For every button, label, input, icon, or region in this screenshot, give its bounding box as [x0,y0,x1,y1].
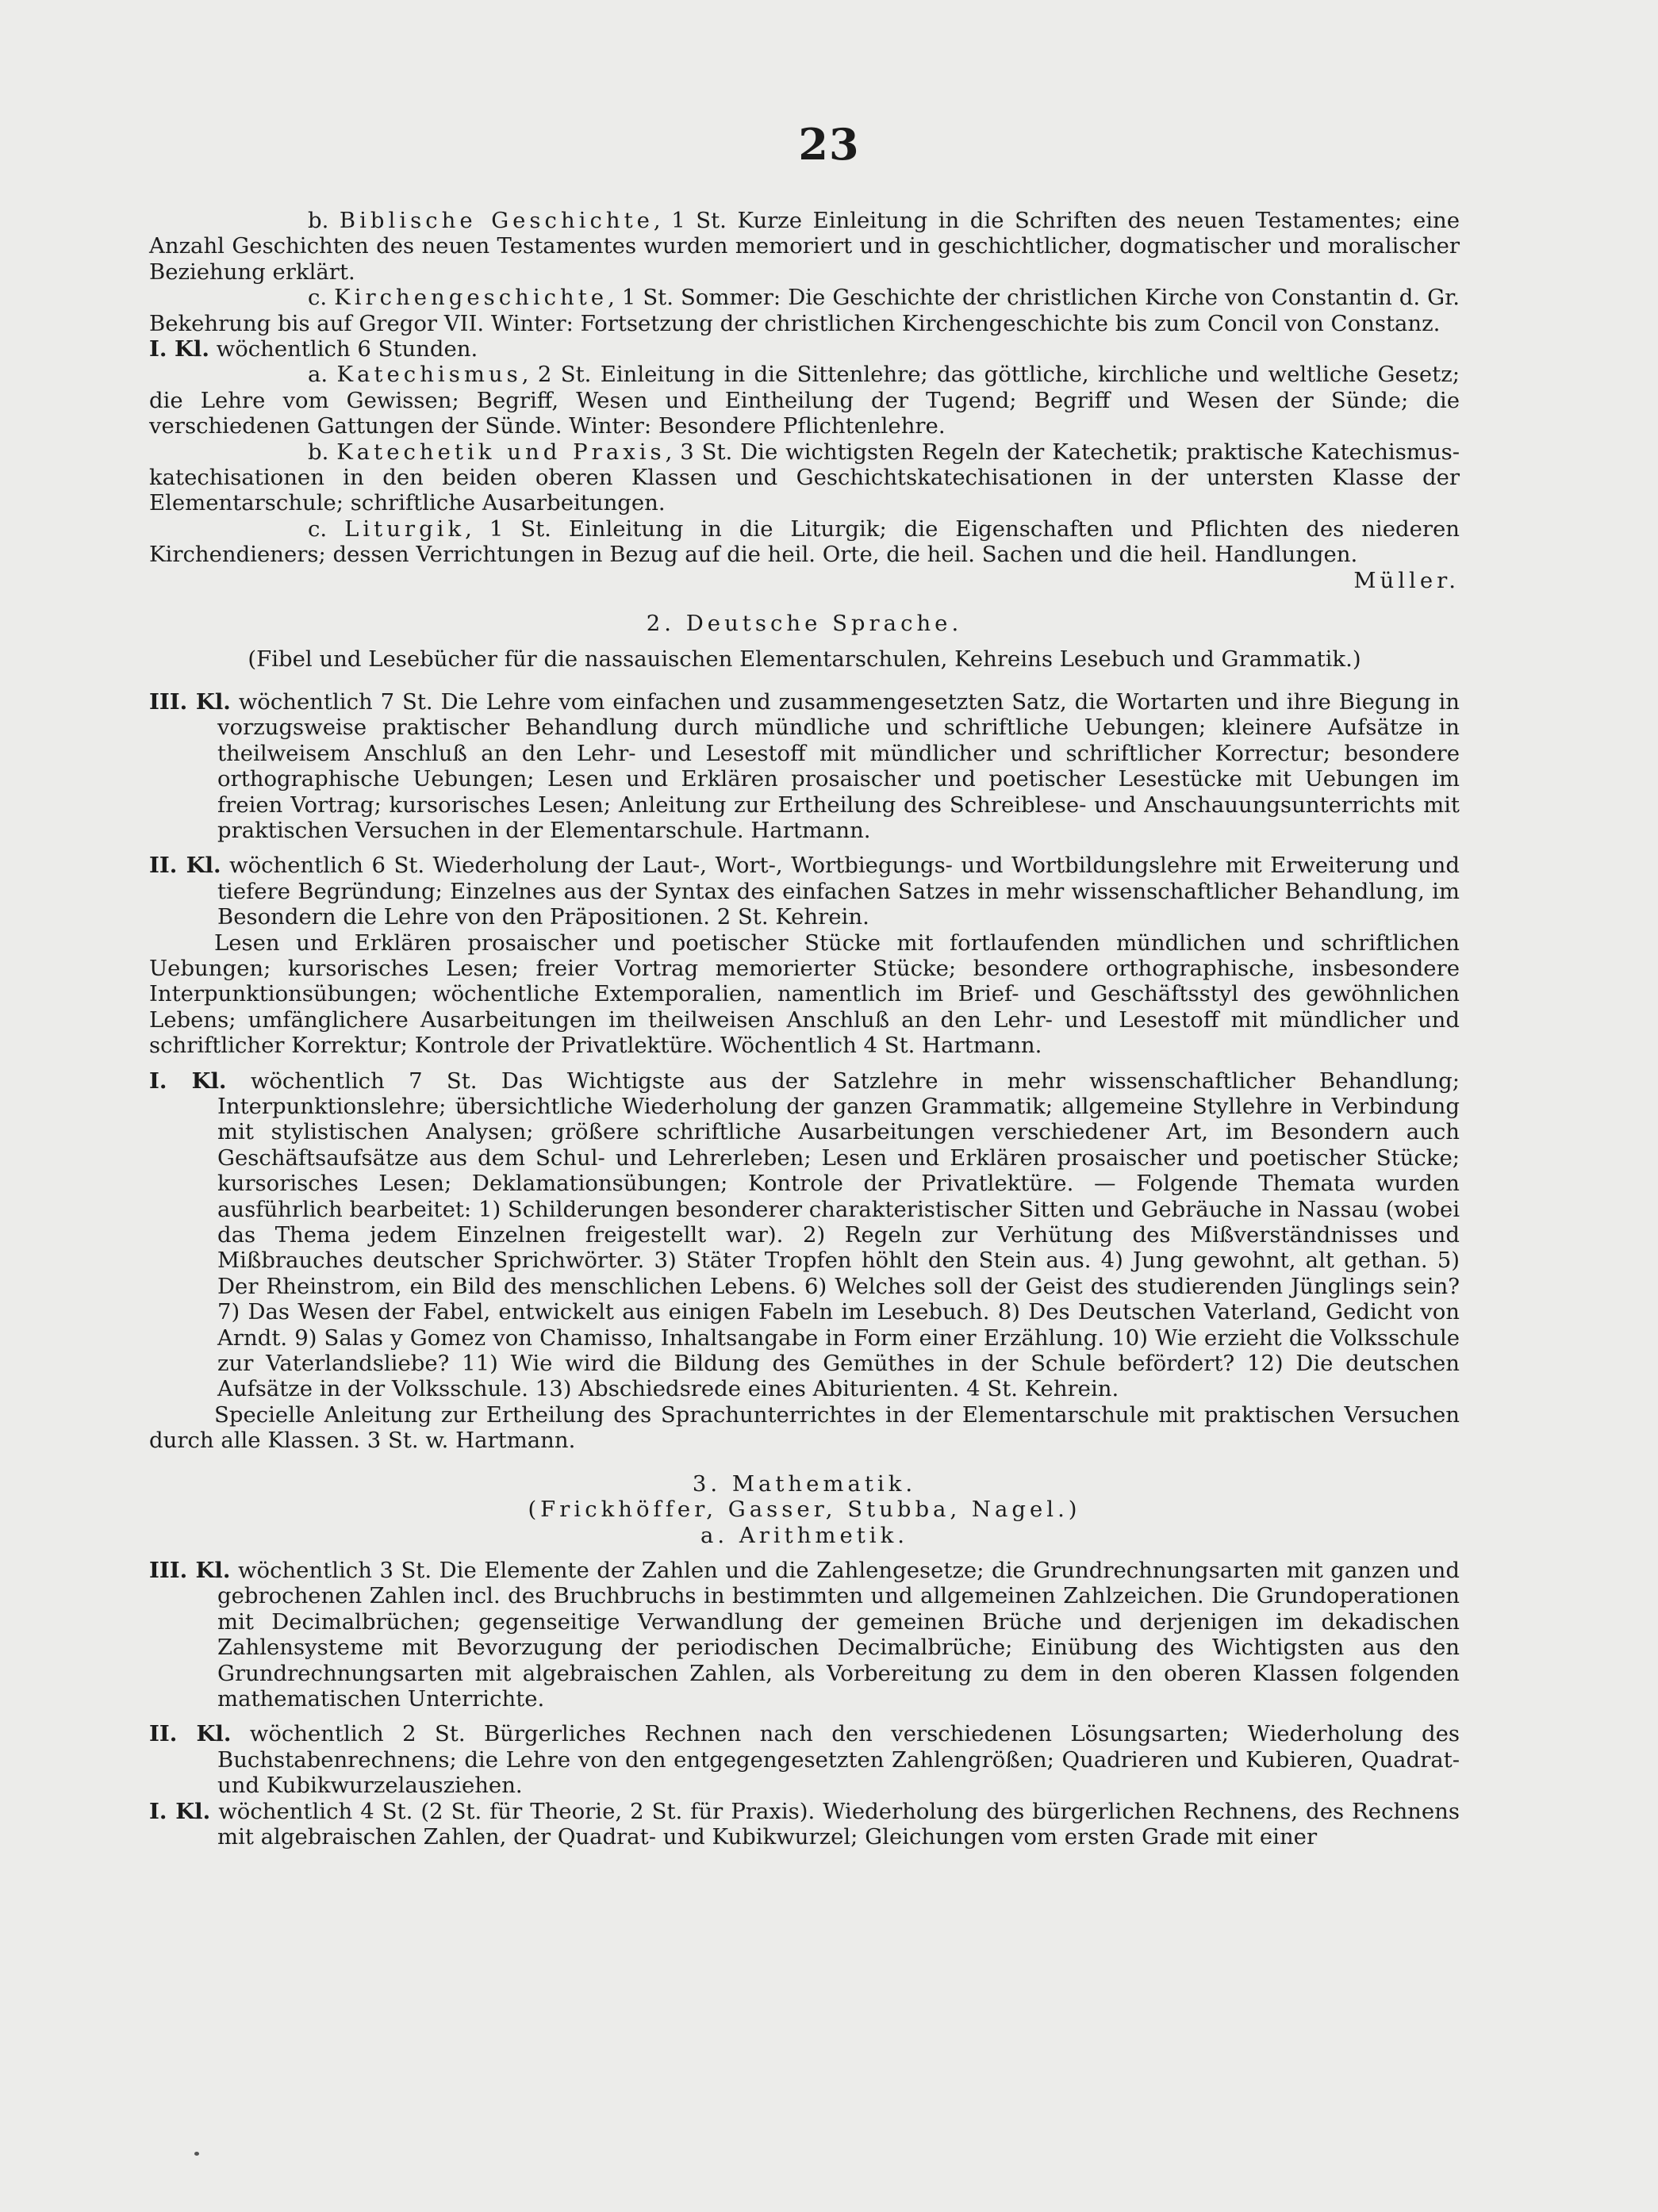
item-label: c. [308,516,345,542]
page-number: 23 [798,119,860,170]
paragraph-katechismus [149,362,1460,439]
paragraph-arithmetik-i [149,1799,1460,1850]
class-label: I. Kl. [149,1068,227,1094]
item-label: a. [308,362,337,388]
class-label: I. Kl. [149,336,209,362]
item-label: c. [308,285,335,311]
paragraph-kirchengeschichte [149,285,1460,336]
subject-title: Katechismus [336,362,522,388]
textbook-note: (Fibel und Lesebücher für die nassauischen Elementarschulen, Kehreins Lesebuch und Grammatik.) [248,646,1361,672]
paragraph-deutsch-ii-continued: Lesen und Erklären prosaischer und poetischer Stücke mit fortlaufenden mündlichen und schriftlichen Uebungen; kursorisches Lesen; freier Vortrag memorierter Stücke; besondere orthographische, insbesondere Interpunktionsübungen; wöchentliche Extemporalien, namentlich im Brief- und Geschäftsstyl des gewöhnlichen Lebens; umfänglichere Ausarbeitungen im theilweisen Anschluß an den Lehr- und Lesestoff mit mündlicher und schriftlicher Korrektur; Kontrole der Privatlektüre. Wöchentlich 4 St. Hartmann. [149,930,1460,1059]
paragraph-text: wöchentlich 7 St. Das Wichtigste aus der Satzlehre in mehr wissenschaftlicher Behandlung; Interpunktionslehre; übersichtliche Wiederholung der ganzen Grammatik; allgemeine Styllehre in Verbindung mit stylistischen Analysen; größere schriftliche Ausarbeitungen verschiedener Art, im Besondern auch Geschäftsaufsätze aus dem Schul- und Lehrerleben; Lesen und Erklären prosaischer und poetischer Stücke; kursorisches Lesen; Deklamationsübungen; Kontrole der Privatlektüre. — Folgende Themata wurden ausführlich bearbeitet: 1) Schilderungen besonderer charakteristischer Sitten und Gebräuche in Nassau (wobei das Thema jedem Einzelnen freigestellt war). 2) Regeln zur Verhütung des Mißverständnisses und Mißbrauches deutscher Sprichwörter. 3) Stäter Tropfen höhlt den Stein aus. 4) Jung gewohnt, alt gethan. 5) Der Rheinstrom, ein Bild des menschlichen Lebens. 6) Welches soll der Geist des studierenden Jünglings sein? 7) Das Wesen der Fabel, entwickelt aus einigen Fabeln im Lesebuch. 8) Des Deutschen Vaterland, Gedicht von Arndt. 9) Salas y Gomez von Chamisso, Inhaltsangabe in Form einer Erzählung. 10) Wie erzieht die Volksschule zur Vaterlandsliebe? 11) Wie wird die Bildung des Gemüthes in der Schule befördert? 12) Die deutschen Aufsätze in der Volksschule. 13) Abschiedsrede eines Abiturienten. 4 St. Kehrein. [217,1068,1460,1402]
subject-title: Kirchengeschichte [334,285,608,311]
paragraph-text: , 1 St. Sommer: Die Geschichte der christlichen Kirche von Constantin d. Gr. Bekehrung bis auf Gregor VII. Winter: Fortsetzung der christlichen Kirchengeschichte bis zum Concil von Constanz. [149,285,1460,336]
subject-title: Biblische Geschichte [339,208,654,233]
class-label: III. Kl. [149,1557,231,1583]
paragraph-liturgik [149,516,1460,568]
item-label: b. [308,439,337,465]
class-label: II. Kl. [149,1721,232,1747]
paragraph-deutsch-ii [149,853,1460,930]
subject-title: Liturgik [344,516,466,542]
paragraph-text: , 1 St. Einleitung in die Liturgik; die Eigenschaften und Pflichten des niederen Kirchendieners; dessen Verrichtungen in Bezug auf die heil. Orte, die heil. Sachen und die heil. Handlungen. [149,516,1460,568]
subsection-heading-arithmetik: a. Arithmetik. [700,1522,909,1548]
paragraph-text: , 3 St. Die wichtigsten Regeln der Katechetik; praktische Katechismus-katechisationen in den beiden oberen Klassen und Geschichtskatechisationen in der untersten Klasse der Elementarschule; schriftliche Ausarbeitungen. [149,439,1460,516]
item-label: b. [308,208,340,233]
paragraph-text: wöchentlich 6 Stunden. [209,336,478,362]
paragraph-biblische-geschichte [149,208,1460,285]
paragraph-text: , 1 St. Kurze Einleitung in die Schriften des neuen Testamentes; eine Anzahl Geschichten des neuen Testamentes wurden memoriert und in geschichtlicher, dogmatischer und moralischer Beziehung erklärt. [149,208,1460,285]
paragraph-text: wöchentlich 6 St. Wiederholung der Laut-, Wort-, Wortbiegungs- und Wortbildungslehre mit Erweiterung und tiefere Begründung; Einzelnes aus der Syntax des einfachen Satzes in mehr wissenschaftlicher Behandlung, im Besondern die Lehre von den Präpositionen. 2 St. Kehrein. [217,853,1460,930]
subject-title: Katechetik und Praxis [336,439,666,465]
section-heading-mathematik: 3. Mathematik. [692,1470,917,1497]
class-label: II. Kl. [149,853,221,879]
paragraph-sprachunterricht: Specielle Anleitung zur Ertheilung des Sprachunterrichtes in der Elementarschule mit praktischen Versuchen durch alle Klassen. 3 St. w. Hartmann. [149,1401,1460,1454]
paragraph-text: wöchentlich 4 St. (2 St. für Theorie, 2 St. für Praxis). Wiederholung des bürgerlichen Rechnens, des Rechnens mit algebraischen Zahlen, der Quadrat- und Kubikwurzel; Gleichungen vom ersten Grade mit einer [210,1798,1460,1850]
paragraph-text: wöchentlich 7 St. Die Lehre vom einfachen und zusammengesetzten Satz, die Wortarten und ihre Biegung in vorzugsweise praktischer Behandlung durch mündliche und schriftliche Uebungen; kleinere Aufsätze in theilweisem Anschluß an den Lehr- und Lesestoff mit mündlicher und schriftlicher Korrectur; besondere orthographische Uebungen; Lesen und Erklären prosaischer und poetischer Lesestücke mit Uebungen im freien Vortrag; kursorisches Lesen; Anleitung zur Ertheilung des Schreiblese- und Anschauungsunterrichts mit praktischen Versuchen in der Elementarschule. Hartmann. [217,688,1460,843]
page-body [149,208,1460,1850]
teacher-signature: Müller. [1353,567,1460,593]
class-label: I. Kl. [149,1798,211,1824]
paragraph-deutsch-i [149,1068,1460,1402]
paragraph-text: wöchentlich 3 St. Die Elemente der Zahlen und die Zahlengesetze; die Grundrechnungsarten mit ganzen und gebrochenen Zahlen incl. des Bruchbruchs in bestimmten und allgemeinen Zahlzeichen. Die Grundoperationen mit Decimalbrüchen; gegenseitige Verwandlung der gemeinen Brüche und derjenigen im dekadischen Zahlensysteme mit Bevorzugung der periodischen Decimalbrüche; Einübung des Wichtigsten aus den Grundrechnungsarten mit algebraischen Zahlen, als Vorbereitung zu dem in den oberen Klassen folgenden mathematischen Unterrichte. [217,1557,1460,1712]
teachers-mathematik: (Frickhöffer, Gasser, Stubba, Nagel.) [528,1497,1081,1523]
print-speck [194,2152,199,2156]
class-label: III. Kl. [149,688,231,715]
paragraph-arithmetik-iii [149,1558,1460,1712]
class-heading-i [149,336,1460,362]
paragraph-katechetik [149,439,1460,516]
paragraph-text: wöchentlich 2 St. Bürgerliches Rechnen nach den verschiedenen Lösungsarten; Wiederholung des Buchstabenrechnens; die Lehre von den entgegengesetzten Zahlengrößen; Quadrieren und Kubieren, Quadrat- und Kubikwurzelausziehen. [217,1721,1460,1799]
paragraph-deutsch-iii [149,689,1460,843]
paragraph-arithmetik-ii [149,1721,1460,1798]
section-heading-deutsche-sprache: 2. Deutsche Sprache. [646,611,963,637]
paragraph-text: , 2 St. Einleitung in die Sittenlehre; das göttliche, kirchliche und weltliche Gesetz; die Lehre vom Gewissen; Begriff, Wesen und Eintheilung der Tugend; Begriff und Wesen der Sünde; die verschiedenen Gattungen der Sünde. Winter: Besondere Pflichtenlehre. [149,362,1460,439]
